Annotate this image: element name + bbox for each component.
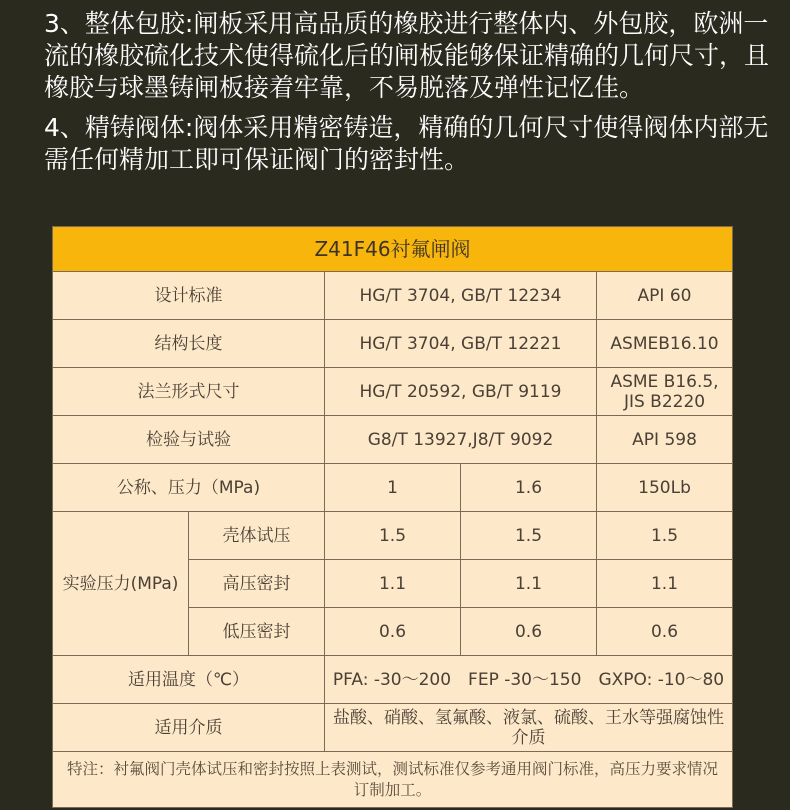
table-row <box>53 704 733 752</box>
table-row <box>53 416 733 464</box>
cell-value: PFA: -30～200 FEP -30～150 GXPO: -10～80 <box>325 656 733 704</box>
table-note: 特注：衬氟阀门壳体试压和密封按照上表测试，测试标准仅参考通用阀门标准，高压力要求情况订制加工。 <box>53 752 733 808</box>
cell-value: G8/T 13927,J8/T 9092 <box>325 416 597 464</box>
cell-value: 1.6 <box>461 464 597 512</box>
cell-value: HG/T 20592, GB/T 9119 <box>325 368 597 416</box>
cell-value: 1.5 <box>325 512 461 560</box>
cell-value: 0.6 <box>325 608 461 656</box>
cell-value: API 60 <box>597 272 733 320</box>
row-label: 壳体试压 <box>189 512 325 560</box>
table-title: Z41F46衬氟闸阀 <box>53 227 733 272</box>
cell-value: 1.5 <box>597 512 733 560</box>
intro-paragraph-2: 4、精铸阀体:阀体采用精密铸造，精确的几何尺寸使得阀体内部无需任何精加工即可保证阀门的密封性。 <box>44 113 769 174</box>
table-row <box>53 368 733 416</box>
cell-value: 0.6 <box>461 608 597 656</box>
row-group-label: 实验压力(MPa) <box>53 512 189 656</box>
cell-value: ASMEB16.10 <box>597 320 733 368</box>
row-label: 适用温度（℃） <box>53 656 325 704</box>
cell-value: 1.1 <box>325 560 461 608</box>
row-label: 高压密封 <box>189 560 325 608</box>
intro-text <box>44 8 774 176</box>
table-row <box>53 656 733 704</box>
cell-value: 0.6 <box>597 608 733 656</box>
row-label: 适用介质 <box>53 704 325 752</box>
table-row <box>53 320 733 368</box>
cell-value: 1.1 <box>597 560 733 608</box>
cell-value: 150Lb <box>597 464 733 512</box>
row-label: 低压密封 <box>189 608 325 656</box>
row-label: 检验与试验 <box>53 416 325 464</box>
cell-value: 1 <box>325 464 461 512</box>
row-label: 公称、压力（MPa) <box>53 464 325 512</box>
table-note-row <box>53 752 733 808</box>
cell-value: HG/T 3704, GB/T 12221 <box>325 320 597 368</box>
spec-table <box>52 226 733 808</box>
cell-value: 1.5 <box>461 512 597 560</box>
cell-value: 盐酸、硝酸、氢氟酸、液氯、硫酸、王水等强腐蚀性介质 <box>325 704 733 752</box>
cell-value: API 598 <box>597 416 733 464</box>
table-row <box>53 272 733 320</box>
table-title-row <box>53 227 733 272</box>
intro-paragraph-1: 3、整体包胶:闸板采用高品质的橡胶进行整体内、外包胶，欧洲一流的橡胶硫化技术使得硫化后的闸板能够保证精确的几何尺寸，且橡胶与球墨铸闸板接着牢靠，不易脱落及弹性记忆佳。 <box>44 9 770 102</box>
cell-value: HG/T 3704, GB/T 12234 <box>325 272 597 320</box>
cell-value: 1.1 <box>461 560 597 608</box>
row-label: 结构长度 <box>53 320 325 368</box>
row-label: 法兰形式尺寸 <box>53 368 325 416</box>
cell-value: ASME B16.5, JIS B2220 <box>597 368 733 416</box>
table-row <box>53 512 733 560</box>
row-label: 设计标准 <box>53 272 325 320</box>
table-row <box>53 464 733 512</box>
